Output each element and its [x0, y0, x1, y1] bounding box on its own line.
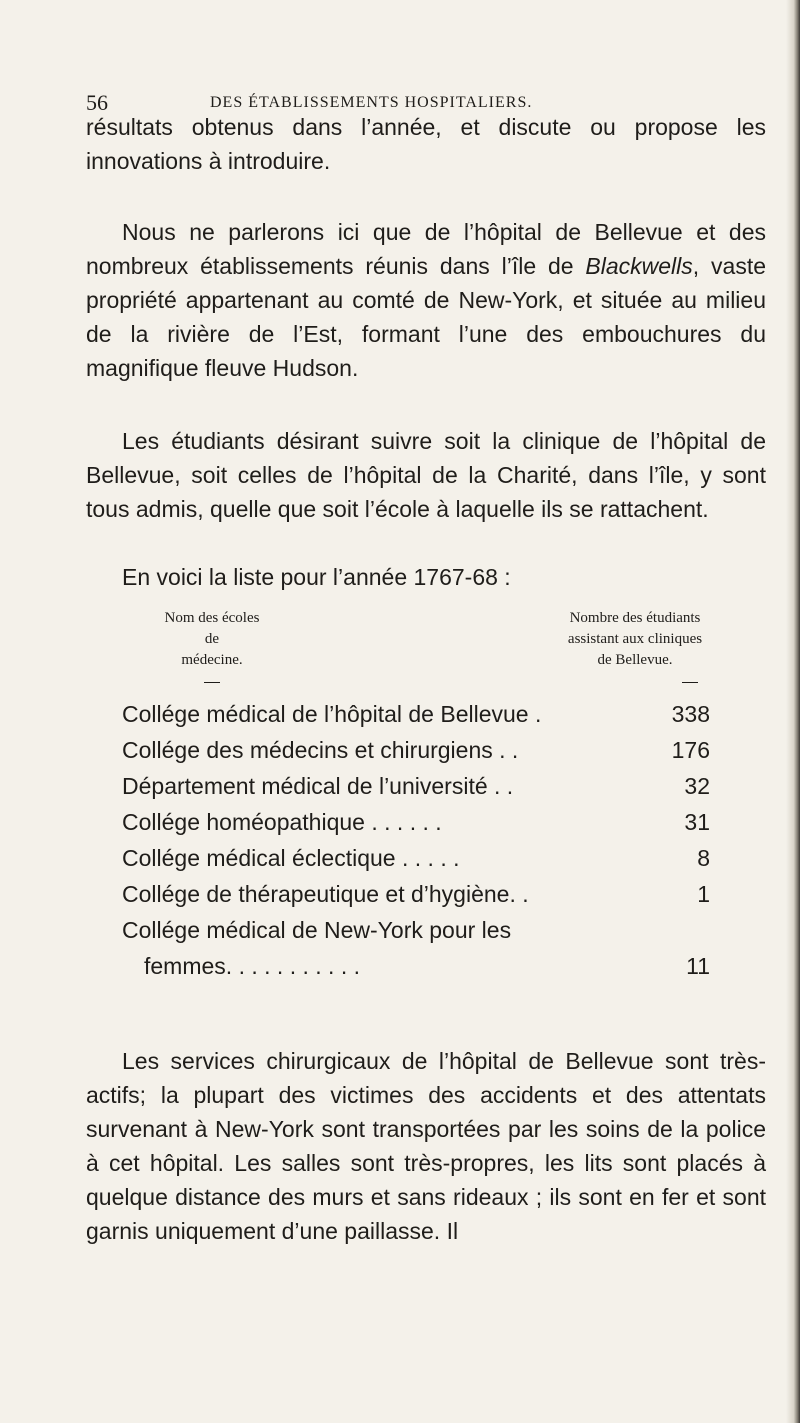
- table-header-students: [500, 608, 770, 671]
- school-name: Collége médical éclectique . . . . .: [122, 845, 460, 871]
- school-name: Collége de thérapeutique et d’hygiène. .: [122, 881, 529, 907]
- paragraph-2-end: , vaste propriété appartenant au comté de New-York, et située au milieu de la rivière de l’Est, formant l’une des embouchures du magnifique fleuve Hudson.: [86, 253, 766, 381]
- header-dash-left: [204, 682, 220, 683]
- paragraph-2: [86, 215, 766, 385]
- table-row: [122, 768, 762, 804]
- table-row: [122, 696, 762, 732]
- student-count: 176: [671, 737, 710, 763]
- table-row: [122, 876, 762, 912]
- header-left-line: Nom des écoles: [164, 610, 260, 626]
- header-left-line: de: [204, 631, 220, 647]
- page-edge-shadow: [786, 0, 800, 1423]
- header-right-line: Nombre des étudiants: [569, 610, 701, 626]
- student-count: 11: [686, 953, 710, 979]
- students-table: [122, 696, 762, 984]
- student-count: 8: [697, 845, 710, 871]
- school-name: Collége médical de New-York pour les: [122, 917, 512, 943]
- header-right-line: assistant aux cliniques: [567, 631, 703, 647]
- table-header-schools: [112, 608, 312, 671]
- header-dash-right: [682, 682, 698, 683]
- header-left-line: médecine.: [181, 652, 243, 668]
- school-name: Collége homéopathique . . . . . .: [122, 809, 442, 835]
- header-right-line: de Bellevue.: [597, 652, 673, 668]
- paragraph-3: Les étudiants désirant suivre soit la clinique de l’hôpital de Bellevue, soit celles de l’hôpital de la Charité, dans l’île, y sont tous admis, quelle que soit l’école à laquelle ils se rattachent.: [86, 428, 766, 522]
- school-name: Département médical de l’université . .: [122, 773, 514, 799]
- school-name-continued: femmes. . . . . . . . . . .: [144, 953, 360, 979]
- paragraph-2-start: Nous ne parlerons ici que de l’hôpital de Bellevue et des nombreux établissements réunis dans l’île de: [86, 219, 766, 279]
- school-name: Collége des médecins et chirurgiens . .: [122, 737, 519, 763]
- table-row: [122, 732, 762, 768]
- table-row: [122, 804, 762, 840]
- student-count: 338: [671, 701, 710, 727]
- student-count: 32: [684, 773, 710, 799]
- student-count: 1: [697, 881, 710, 907]
- school-name: Collége médical de l’hôpital de Bellevue .: [122, 701, 542, 727]
- paragraph-1: résultats obtenus dans l’année, et discute ou propose les innovations à introduire.: [86, 114, 766, 174]
- table-row: [122, 840, 762, 876]
- table-row: [122, 912, 762, 948]
- student-count: 31: [684, 809, 710, 835]
- page-number: 56: [86, 90, 108, 115]
- running-title: DES ÉTABLISSEMENTS HOSPITALIERS.: [210, 94, 533, 111]
- paragraph-5: Les services chirurgicaux de l’hôpital de Bellevue sont très-actifs; la plupart des victimes des accidents et des attentats survenant à New-York sont transportées par les soins de la police à cet hôpital. Les salles sont très-propres, les lits sont placés à quelque distance des murs et sans rideaux ; ils sont en fer et sont garnis uniquement d’une paillasse. Il: [86, 1048, 766, 1244]
- table-row: [122, 948, 762, 984]
- place-name-blackwells: Blackwells: [585, 253, 693, 279]
- paragraph-4: En voici la liste pour l’année 1767-68 :: [122, 564, 511, 590]
